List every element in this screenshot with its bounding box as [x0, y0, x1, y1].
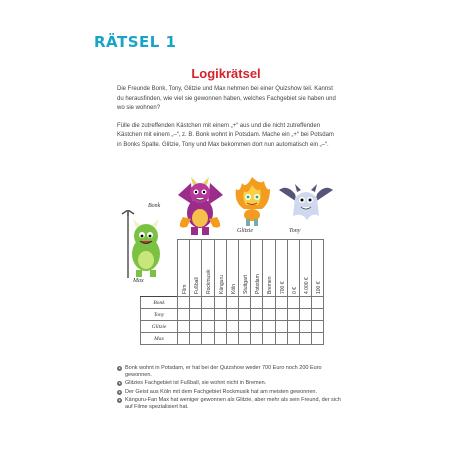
- page-title: Logikrätsel: [191, 66, 261, 81]
- grid-cell[interactable]: [178, 297, 190, 309]
- grid-row: [141, 297, 324, 309]
- bullet-icon: ●: [118, 397, 121, 402]
- bullet-icon: ●: [118, 366, 121, 370]
- col-header: 0 €: [287, 240, 299, 297]
- row-label: Glitzie: [141, 321, 178, 333]
- label-glitzie: Glitzie: [237, 228, 253, 234]
- intro-text: [117, 85, 337, 158]
- grid-cell[interactable]: [312, 297, 324, 309]
- logic-grid: [140, 239, 324, 345]
- clue-list: [117, 365, 342, 412]
- col-header: Känguru: [214, 240, 226, 297]
- label-tony: Tony: [289, 228, 301, 234]
- grid-cell[interactable]: [190, 333, 202, 345]
- col-header: Potsdam: [251, 240, 263, 297]
- grid-row: [141, 321, 324, 333]
- col-header: 4.000 €: [299, 240, 311, 297]
- grid-cell[interactable]: [275, 309, 287, 321]
- grid-cell[interactable]: [263, 297, 275, 309]
- grid-cell[interactable]: [214, 321, 226, 333]
- grid-cell[interactable]: [238, 321, 250, 333]
- col-header: 100 €: [312, 240, 324, 297]
- grid-cell[interactable]: [299, 297, 311, 309]
- logic-grid-table: [140, 239, 324, 345]
- grid-cell[interactable]: [238, 333, 250, 345]
- clue-item: ● Bonk wohnt in Potsdam, er hat bei der Quizshow weder 700 Euro noch 200 Euro gewonnen.: [118, 365, 322, 379]
- grid-cell[interactable]: [287, 333, 299, 345]
- grid-cell[interactable]: [299, 333, 311, 345]
- grid-cell[interactable]: [190, 297, 202, 309]
- grid-cell[interactable]: [238, 309, 250, 321]
- grid-cell[interactable]: [275, 297, 287, 309]
- grid-cell[interactable]: [178, 309, 190, 321]
- grid-row: [141, 309, 324, 321]
- grid-cell[interactable]: [214, 333, 226, 345]
- grid-cell[interactable]: [202, 333, 214, 345]
- grid-cell[interactable]: [251, 333, 263, 345]
- col-header: Rockmusik: [202, 240, 214, 297]
- label-max: Max: [133, 278, 144, 284]
- grid-cell[interactable]: [226, 321, 238, 333]
- col-header: Bremen: [263, 240, 275, 297]
- col-header: 700 €: [275, 240, 287, 297]
- glitzie-illustration: [230, 175, 275, 227]
- row-label: Tony: [141, 309, 178, 321]
- grid-cell[interactable]: [226, 297, 238, 309]
- bullet-icon: ●: [118, 381, 121, 386]
- grid-cell[interactable]: [312, 333, 324, 345]
- grid-cell[interactable]: [202, 297, 214, 309]
- grid-cell[interactable]: [178, 333, 190, 345]
- col-header: Film: [178, 240, 190, 297]
- grid-cell[interactable]: [263, 309, 275, 321]
- grid-cell[interactable]: [226, 309, 238, 321]
- grid-cell[interactable]: [251, 309, 263, 321]
- bonk-illustration: [173, 175, 228, 237]
- grid-cell[interactable]: [178, 321, 190, 333]
- grid-cell[interactable]: [190, 309, 202, 321]
- intro-paragraph-1: Die Freunde Bonk, Tony, Glitzie und Max nehmen bei einer Quizshow teil. Kannst du herausfinden, wie viel sie gewonnen haben, welches Fachgebiet sie haben und wo sie wohnen?: [117, 86, 336, 111]
- grid-cell[interactable]: [263, 321, 275, 333]
- grid-cell[interactable]: [263, 333, 275, 345]
- grid-row: [141, 333, 324, 345]
- grid-cell[interactable]: [275, 321, 287, 333]
- row-label: Bonk: [141, 297, 178, 309]
- grid-cell[interactable]: [251, 321, 263, 333]
- puzzle-number-heading: RÄTSEL 1: [94, 33, 177, 51]
- grid-cell[interactable]: [287, 309, 299, 321]
- label-bonk: Bonk: [148, 203, 161, 209]
- col-header: Stuttgart: [238, 240, 250, 297]
- grid-cell[interactable]: [312, 309, 324, 321]
- grid-cell[interactable]: [251, 297, 263, 309]
- grid-cell[interactable]: [202, 321, 214, 333]
- grid-cell[interactable]: [214, 297, 226, 309]
- row-label: Max: [141, 333, 178, 345]
- grid-cell[interactable]: [190, 321, 202, 333]
- grid-cell[interactable]: [226, 333, 238, 345]
- grid-cell[interactable]: [238, 297, 250, 309]
- grid-header-row: [141, 240, 324, 297]
- clue-item: ● Glitzies Fachgebiet ist Fußball, sie wohnt nicht in Bremen.: [118, 380, 267, 387]
- clue-item: ● Känguru-Fan Max hat weniger gewonnen als Glitzie, aber mehr als sein Freund, der sich auf Filme spezialisiert hat.: [118, 396, 341, 411]
- col-header: Fußball: [190, 240, 202, 297]
- bullet-icon: ●: [118, 389, 121, 394]
- grid-cell[interactable]: [287, 297, 299, 309]
- col-header: Köln: [226, 240, 238, 297]
- grid-cell[interactable]: [275, 333, 287, 345]
- clue-item: ● Der Geist aus Köln mit dem Fachgebiet Rockmusik hat am meisten gewonnen.: [118, 388, 317, 395]
- grid-cell[interactable]: [214, 309, 226, 321]
- grid-cell[interactable]: [202, 309, 214, 321]
- grid-cell[interactable]: [299, 309, 311, 321]
- grid-cell[interactable]: [287, 321, 299, 333]
- tony-illustration: [277, 180, 335, 226]
- grid-cell[interactable]: [299, 321, 311, 333]
- intro-paragraph-2: Fülle die zutreffenden Kästchen mit einem „+“ aus und die nicht zutreffenden Kästchen mit einem „–“, z. B. Bonk wohnt in Potsdam. Mache ein „+“ bei Potsdam in Bonks Spalte. Glitzie, Tony und Max bekommen dort nun automatisch ein „–“.: [117, 122, 334, 148]
- grid-cell[interactable]: [312, 321, 324, 333]
